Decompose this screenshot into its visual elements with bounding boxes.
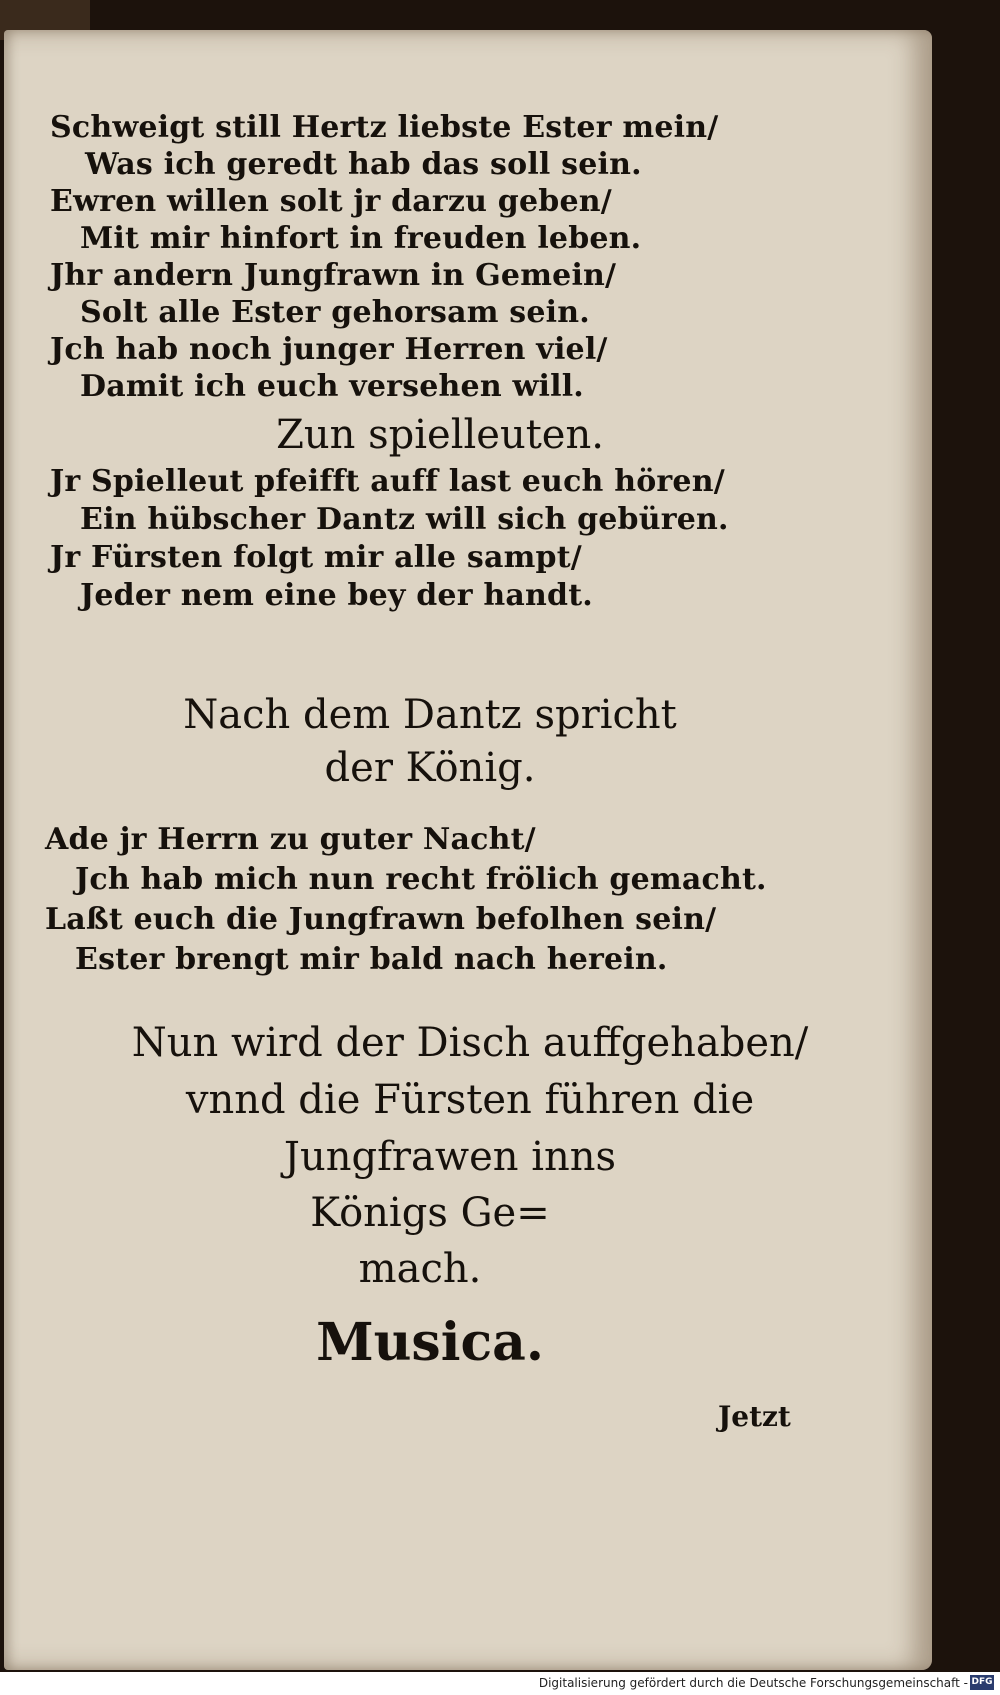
section-heading: Nach dem Dantz spricht [183, 692, 677, 738]
verse-line: Ester brengt mir bald nach herein. [75, 942, 668, 977]
verse-line: Jr Spielleut pfeifft auff last euch hören/ [50, 464, 725, 499]
verse-line: Ein hübscher Dantz will sich gebüren. [80, 502, 729, 537]
verse-line: Schweigt still Hertz liebste Ester mein/ [50, 110, 719, 145]
verse-line: Damit ich euch versehen will. [80, 369, 584, 404]
dfg-logo: DFG [970, 1675, 994, 1690]
verse-line: Mit mir hinfort in freuden leben. [80, 221, 642, 256]
verse-line: Jch hab noch junger Herren viel/ [50, 332, 608, 367]
verse-line: Jr Fürsten folgt mir alle sampt/ [50, 540, 582, 575]
section-heading-musica: Musica. [316, 1312, 544, 1373]
verse-line: Ade jr Herrn zu guter Nacht/ [45, 822, 536, 857]
stage-direction: Jungfrawen inns [283, 1134, 617, 1180]
verse-line: Was ich geredt hab das soll sein. [85, 147, 642, 182]
verse-line: Ewren willen solt jr darzu geben/ [50, 184, 612, 219]
footer-credit: Digitalisierung gefördert durch die Deutsche Forschungsgemeinschaft - [538, 1676, 968, 1690]
section-heading: der König. [324, 745, 536, 791]
stage-direction: mach. [358, 1246, 482, 1292]
stage-direction: vnnd die Fürsten führen die [185, 1077, 755, 1123]
section-heading: Zun spielleuten. [276, 412, 604, 458]
verse-line: Jhr andern Jungfrawn in Gemein/ [50, 258, 617, 293]
verse-line: Jch hab mich nun recht frölich gemacht. [75, 862, 767, 897]
verse-line: Solt alle Ester gehorsam sein. [80, 295, 590, 330]
verse-line: Jeder nem eine bey der handt. [80, 578, 593, 613]
catchword: Jetzt [718, 1400, 791, 1433]
verse-line: Laßt euch die Jungfrawn befolhen sein/ [45, 902, 717, 937]
stage-direction: Königs Ge= [310, 1190, 550, 1236]
stage-direction: Nun wird der Disch auffgehaben/ [131, 1020, 809, 1066]
